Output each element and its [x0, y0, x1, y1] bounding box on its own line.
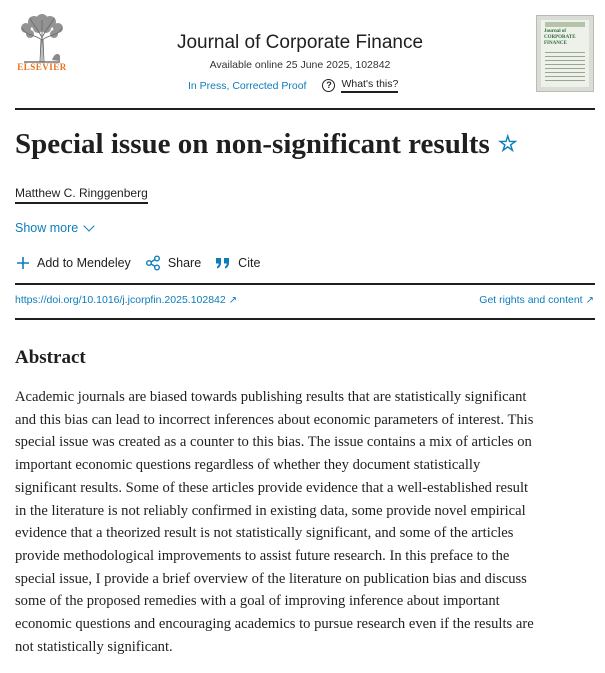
abstract-line: special issue, I provide a brief overview of the literature on publication bias and discuss	[15, 570, 527, 587]
whats-this-button[interactable]	[322, 78, 398, 93]
show-more-label: Show more	[15, 221, 79, 235]
article-actions-bar	[16, 255, 274, 271]
whats-this-label: What's this?	[341, 78, 398, 93]
doi-text: https://doi.org/10.1016/j.jcorpfin.2025.102842	[15, 294, 226, 306]
question-circle-icon: ?	[322, 79, 335, 92]
abstract-text	[15, 386, 597, 658]
article-status-line	[188, 78, 398, 93]
add-to-mendeley-button[interactable]	[16, 256, 131, 270]
abstract-line: special issue was created as a counter to this bias. The issue contains a mix of articles on	[15, 434, 532, 451]
external-link-icon: ↗	[585, 295, 594, 306]
in-press-status: In Press, Corrected Proof	[188, 79, 307, 92]
quote-icon	[215, 256, 231, 270]
page-header	[0, 0, 605, 108]
elsevier-wordmark: ELSEVIER	[17, 62, 67, 72]
cover-journal-name: Journal of CORPORATE FINANCE	[544, 29, 576, 46]
links-divider	[15, 318, 595, 320]
abstract-line: some of the proposed remedies with a goal of improving inference about important	[15, 593, 500, 610]
article-title	[15, 128, 518, 161]
chevron-down-icon	[84, 220, 95, 231]
plus-icon	[16, 256, 30, 270]
availability-date: Available online 25 June 2025, 102842	[209, 59, 391, 71]
abstract-heading: Abstract	[15, 347, 86, 368]
rights-and-content-link[interactable]	[479, 294, 594, 306]
doi-link[interactable]	[15, 294, 237, 306]
share-icon	[145, 255, 161, 271]
abstract-line: evidence that a theorized result is not statistically significant, and some of the articles	[15, 525, 514, 542]
article-title-text: Special issue on non-significant results	[15, 128, 490, 160]
star-outline-icon[interactable]: ☆	[497, 131, 518, 156]
actions-divider	[15, 283, 595, 285]
abstract-line: important economic questions regardless of whether they document statistically	[15, 457, 481, 474]
share-button[interactable]	[145, 255, 201, 271]
abstract-line: not statistically significant.	[15, 638, 173, 655]
rights-text: Get rights and content	[479, 294, 583, 306]
cite-label: Cite	[238, 256, 261, 270]
abstract-line: and this bias can lead to incorrect inferences about economic parameters of interest. This	[15, 411, 534, 428]
add-to-mendeley-label: Add to Mendeley	[37, 256, 131, 270]
author-link[interactable]: Matthew C. Ringgenberg	[15, 186, 148, 204]
abstract-line: in the literature is not reliably confirmed in existing data, some provide novel empirical	[15, 502, 526, 519]
abstract-line: significant results. Some of these articles provide evidence that a well-established result	[15, 479, 529, 496]
header-divider	[15, 108, 595, 110]
abstract-line: Academic journals are biased towards publishing results that are statistically significant	[15, 389, 527, 405]
cite-button[interactable]	[215, 256, 260, 270]
journal-title-link[interactable]: Journal of Corporate Finance	[176, 32, 424, 53]
share-label: Share	[167, 256, 202, 270]
abstract-line: provide methodological improvements to assist future research. In this preface to the	[15, 547, 510, 564]
show-more-button[interactable]	[15, 221, 93, 235]
abstract-line: economic questions and encouraging academics to pursue research even if the results are	[15, 616, 534, 633]
journal-cover-thumbnail[interactable]	[536, 15, 594, 92]
external-link-icon: ↗	[228, 295, 238, 306]
